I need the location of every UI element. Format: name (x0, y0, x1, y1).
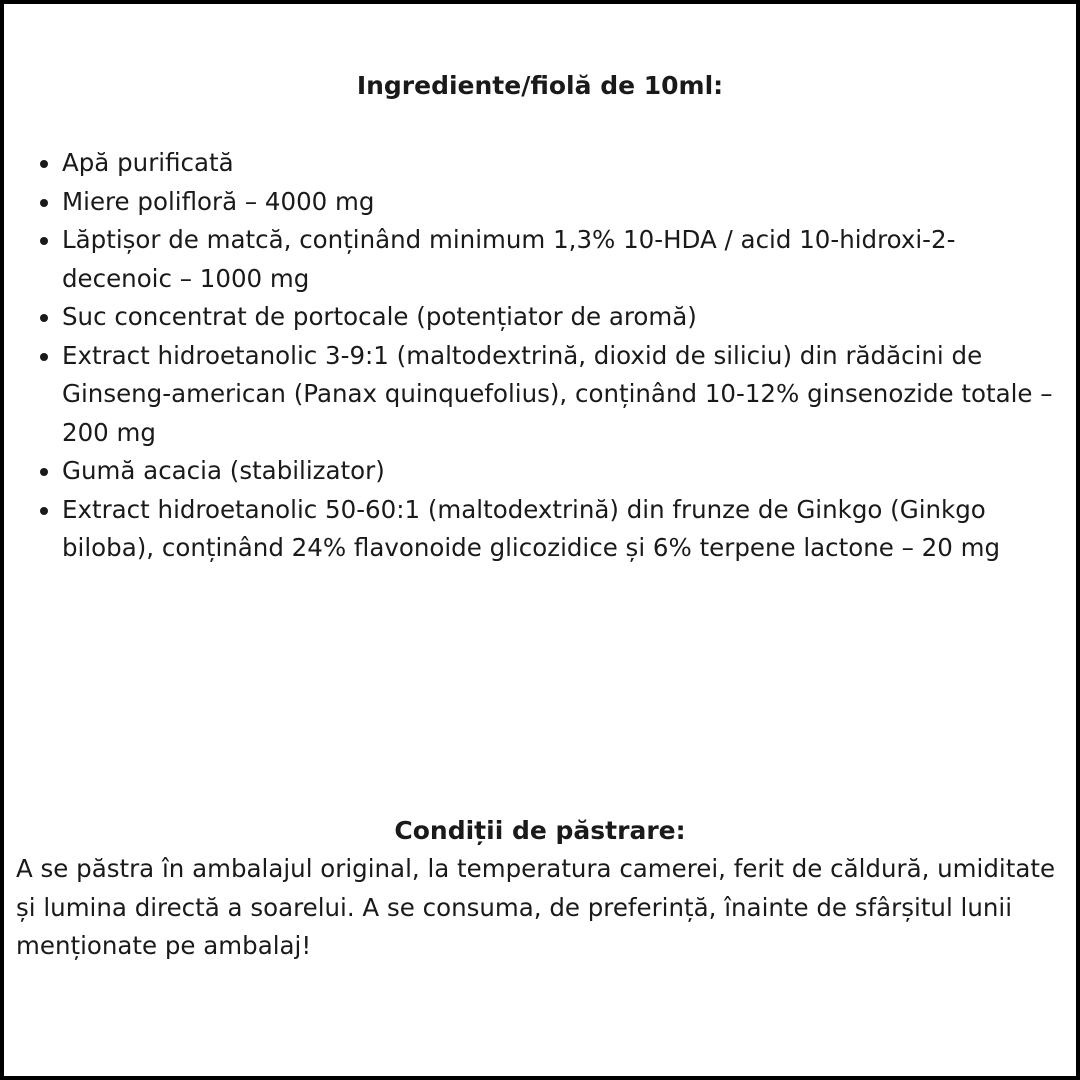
bullet-icon (40, 468, 48, 476)
ingredient-text: Apă purificată (62, 148, 234, 177)
ingredient-text: Extract hidroetanolic 3-9:1 (maltodextrină, dioxid de siliciu) din rădăcini de Ginseng-american (Panax quinquefolius), conținând 10-12% ginsenozide totale – 200 mg (62, 340, 1053, 447)
storage-title: Condiții de păstrare: (394, 816, 686, 845)
ingredients-list (62, 144, 1062, 568)
list-item (62, 144, 1062, 183)
bullet-icon (40, 507, 48, 515)
ingredient-text: Gumă acacia (stabilizator) (62, 456, 385, 485)
list-item (62, 452, 1062, 491)
ingredients-title: Ingrediente/fiolă de 10ml: (356, 71, 724, 100)
bullet-icon (40, 160, 48, 168)
list-item (62, 221, 1062, 298)
bullet-icon (40, 314, 48, 322)
ingredient-text: Suc concentrat de portocale (potențiator de aromă) (62, 302, 697, 331)
list-item (62, 183, 1062, 222)
ingredient-text: Miere polifloră – 4000 mg (62, 186, 375, 216)
storage-text: A se păstra în ambalajul original, la temperatura camerei, ferit de căldură, umiditate și lumina directă a soarelui. A se consuma, de preferință, înainte de sfârșitul lunii menționate pe ambalaj! (16, 854, 1056, 960)
bullet-icon (40, 199, 48, 207)
ingredient-text: Extract hidroetanolic 50-60:1 (maltodextrină) din frunze de Ginkgo (Ginkgo biloba), conținând 24% flavonoide glicozidice și 6% terpene lactone – 20 mg (62, 494, 1001, 562)
list-item (62, 298, 1062, 337)
bullet-icon (40, 353, 48, 361)
ingredient-text: Lăptișor de matcă, conținând minimum 1,3% 10-HDA / acid 10-hidroxi-2-decenoic – 1000 mg (62, 225, 956, 293)
bullet-icon (40, 237, 48, 245)
list-item (62, 491, 1062, 568)
list-item (62, 337, 1062, 453)
